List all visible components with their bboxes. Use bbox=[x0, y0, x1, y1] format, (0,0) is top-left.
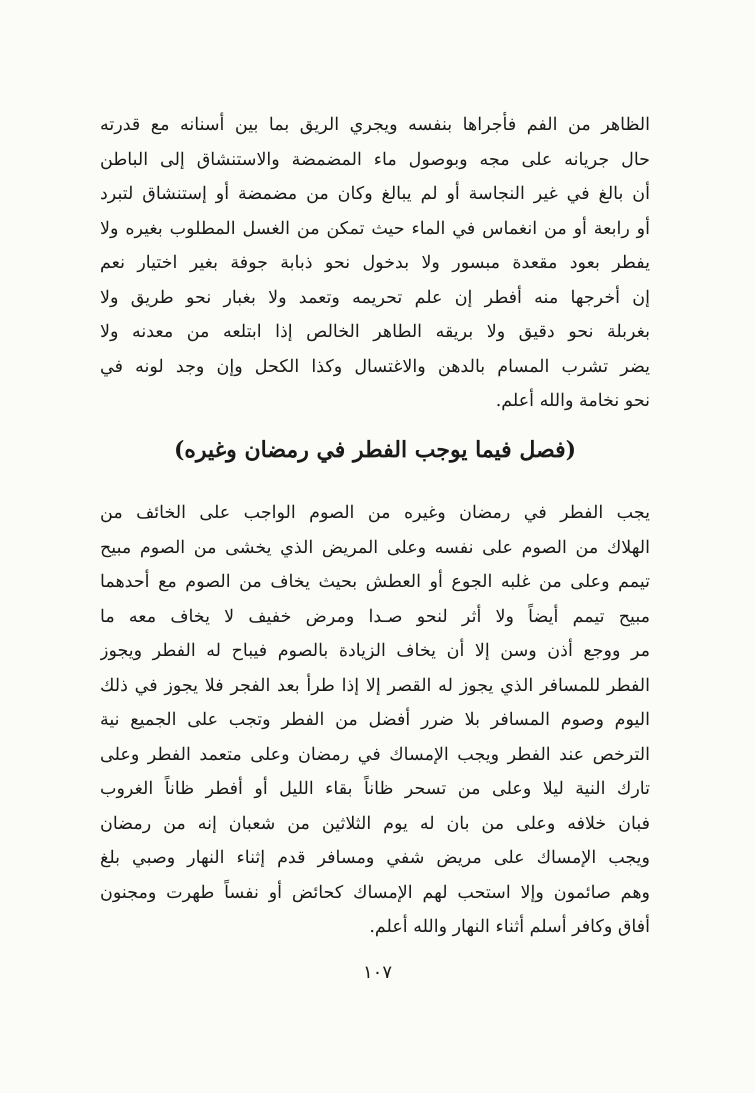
text-line: أن بالغ في غير النجاسة أو لم يبالغ وكان من مضمضة أو إستنشاق لتبرد bbox=[100, 184, 650, 204]
text-line: ويجب الإمساك على مريض شفي ومسافر قدم إثناء النهار وصبي بلغ bbox=[100, 848, 650, 868]
text-line: تيمم وعلى من غلبه الجوع أو العطش بحيث يخاف من الصوم مع أحدهما bbox=[100, 572, 650, 592]
text-line: فبان خلافه وعلى من بان له يوم الثلاثين من شعبان إنه من رمضان bbox=[100, 813, 650, 834]
page-number: ١٠٧ bbox=[362, 962, 392, 983]
text-line: يضر تشرب المسام بالدهن والاغتسال وكذا الكحل وإن وجد لونه في bbox=[100, 356, 650, 377]
text-line: الفطر للمسافر الذي يجوز له القصر إلا إذا طرأ بعد الفجر فلا يجوز في ذلك bbox=[100, 675, 650, 696]
text-line: الظاهر من الفم فأجراها بنفسه ويجري الريق بما بين أسنانه مع قدرته bbox=[100, 115, 650, 135]
text-line: يجب الفطر في رمضان وغيره من الصوم الواجب على الخائف من bbox=[100, 503, 650, 523]
text-line: الترخص عند الفطر ويجب الإمساك في رمضان وعلى متعمد الفطر وعلى bbox=[100, 744, 650, 765]
text-line: إن أخرجها منه أفطر إن علم تحريمه وتعمد ولا بغبار نحو طريق ولا bbox=[100, 287, 650, 308]
text-line: بغربلة نحو دقيق ولا بريقه الطاهر الخالص إذا ابتلعه من معدنه ولا bbox=[100, 322, 650, 342]
section-heading: (فصل فيما يوجب الفطر في رمضان وغيره) bbox=[173, 437, 577, 463]
text-line: مر ووجع أذن وسن إلا أن يخاف الزيادة بالصوم فيباح له الفطر ويجوز bbox=[100, 641, 650, 661]
text-line: مبيح تيمم أيضاً ولا أثر لنحو صـدا ومرض خفيف لا يخاف معه ما bbox=[100, 606, 650, 627]
text-line: تارك النية ليلا وعلى من تسحر ظاناً بقاء الليل أو أفطر ظاناً الغروب bbox=[100, 779, 650, 799]
paragraph-section bbox=[100, 496, 650, 945]
text-line: نحو نخامة والله أعلم. bbox=[495, 391, 650, 411]
text-line: أفاق وكافر أسلم أثناء النهار والله أعلم. bbox=[369, 917, 650, 937]
text-line: أو رابعة أو من انغماس في الماء حيث تمكن من الغسل المطلوب بغيره ولا bbox=[100, 218, 650, 239]
text-line: الهلاك من الصوم على نفسه وعلى المريض الذي يخشى من الصوم مبيح bbox=[100, 537, 650, 558]
text-line: يفطر بعود مقعدة مبسور ولا بدخول نحو ذبابة جوفة بغير اختيار نعم bbox=[100, 253, 650, 273]
text-line: اليوم وصوم المسافر بلا ضرر أفضل من الفطر وتجب على الجميع نية bbox=[100, 710, 650, 730]
text-line: حال جريانه على مجه وبوصول ماء المضمضة والاستنشاق إلى الباطن bbox=[100, 149, 650, 170]
paragraph-top bbox=[100, 108, 650, 419]
text-line: وهم صائمون وإلا استحب لهم الإمساك كحائض أو نفساً طهرت ومجنون bbox=[100, 882, 650, 903]
